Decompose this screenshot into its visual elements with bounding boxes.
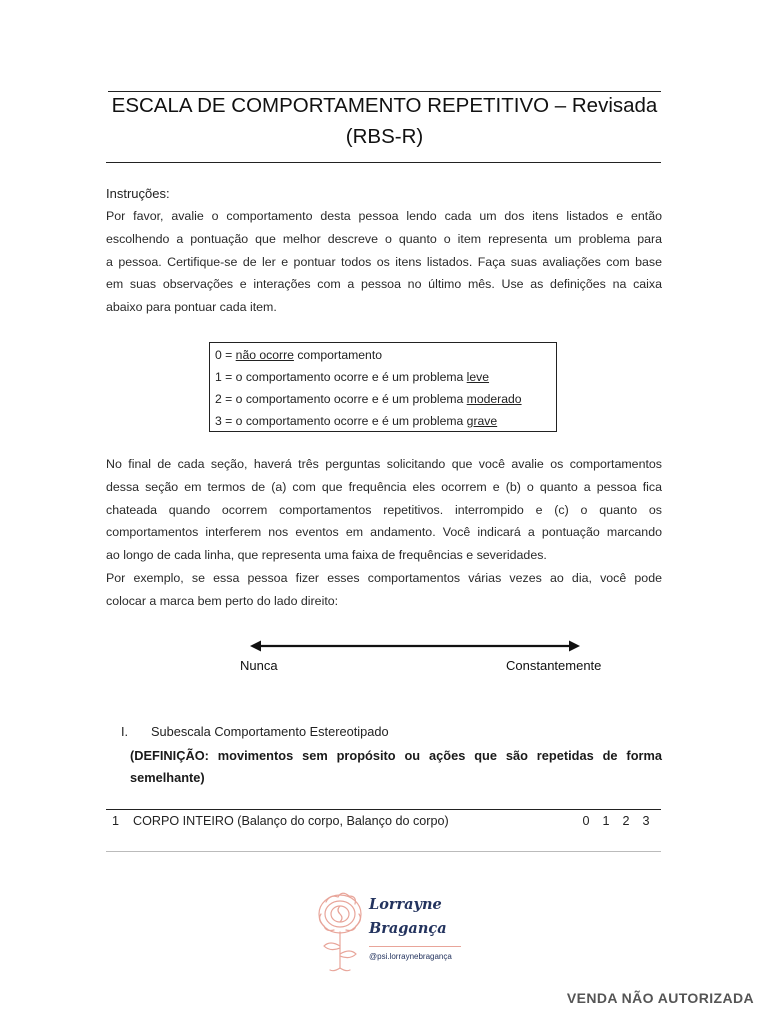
explanation-line: chateada quando ocorrem comportamentos repetitivos. interrompido e (c) o quanto os (106, 502, 662, 517)
brand-name-line-2: Bragança (369, 920, 447, 937)
instructions-line: Por favor, avalie o comportamento desta pessoa lendo cada um dos itens listados e então (106, 209, 662, 223)
brand-handle: @psi.lorraynebragança (369, 952, 452, 961)
instructions-line: escolhendo a pontuação que melhor descreve o quanto o item representa um problema para (106, 231, 662, 246)
instructions-label: Instruções: (106, 186, 170, 201)
instructions-paragraph (106, 205, 662, 319)
explanation-line: dessa seção em termos de (a) com que frequência eles ocorrem e (b) o quanto a pessoa fica (106, 479, 662, 494)
title-line-1: ESCALA DE COMPORTAMENTO REPETITIVO – Revisada (111, 94, 658, 117)
explanation-line: comportamentos interferem nos eventos em andamento. Você indicará a pontuação marcando (106, 525, 662, 540)
document-title (108, 90, 661, 152)
instructions-line: abaixo para pontuar cada item. (106, 300, 277, 315)
brand-divider (369, 946, 461, 947)
explanation-line: Por exemplo, se essa pessoa fizer esses comportamentos várias vezes ao dia, você pode (106, 570, 662, 585)
items-bottom-rule (106, 851, 661, 852)
scale-label-constantly: Constantemente (506, 658, 602, 673)
frequency-arrow (250, 636, 580, 656)
item-score-options[interactable] (576, 814, 656, 828)
instructions-line: a pessoa. Certifique-se de ler e pontuar todos os itens listados. Faça suas avaliações com base (106, 254, 662, 269)
explanation-line: colocar a marca bem perto do lado direito: (106, 593, 339, 608)
definition-line-2: semelhante) (130, 770, 205, 785)
flower-brain-icon (312, 884, 368, 976)
explanation-line: No final de cada seção, haverá três perguntas solicitando que você avalie os comportamentos (106, 457, 662, 471)
subscale-title: Subescala Comportamento Estereotipado (151, 724, 389, 739)
item-number: 1 (112, 814, 120, 828)
item-text: CORPO INTEIRO (Balanço do corpo, Balanço do corpo) (133, 814, 449, 828)
brand-name-line-1: Lorrayne (369, 896, 442, 913)
scoring-definition-2: 2 = o comportamento ocorre e é um problema moderado (215, 392, 522, 406)
unauthorized-sale-watermark: VENDA NÃO AUTORIZADA (566, 990, 754, 1006)
scoring-definition-0: 0 = não ocorre comportamento (215, 348, 382, 362)
scoring-definition-3: 3 = o comportamento ocorre e é um problema grave (215, 414, 498, 428)
explanation-paragraph (106, 453, 662, 613)
subscale-numeral: I. (121, 724, 129, 739)
title-line-2: (RBS-R) (345, 125, 424, 148)
scoring-definition-1: 1 = o comportamento ocorre e é um problema leve (215, 370, 490, 384)
brand-logo (312, 884, 472, 976)
items-top-rule (106, 809, 661, 810)
subscale-definition (130, 745, 662, 789)
score-option-3[interactable]: 3 (642, 814, 650, 828)
score-option-1[interactable]: 1 (602, 814, 610, 828)
title-bottom-rule (106, 162, 661, 163)
score-option-0[interactable]: 0 (582, 814, 590, 828)
definition-line-1: (DEFINIÇÃO: movimentos sem propósito ou ações que são repetidas de forma (130, 748, 662, 763)
instructions-line: em suas observações e interações com a pessoa no último mês. Use as definições na caixa (106, 277, 662, 292)
subscale-heading (121, 724, 389, 739)
scoring-definitions-box (209, 342, 557, 432)
score-option-2[interactable]: 2 (622, 814, 630, 828)
explanation-line: ao longo de cada linha, que representa uma faixa de frequências e severidades. (106, 548, 547, 563)
scale-label-never: Nunca (240, 658, 278, 673)
